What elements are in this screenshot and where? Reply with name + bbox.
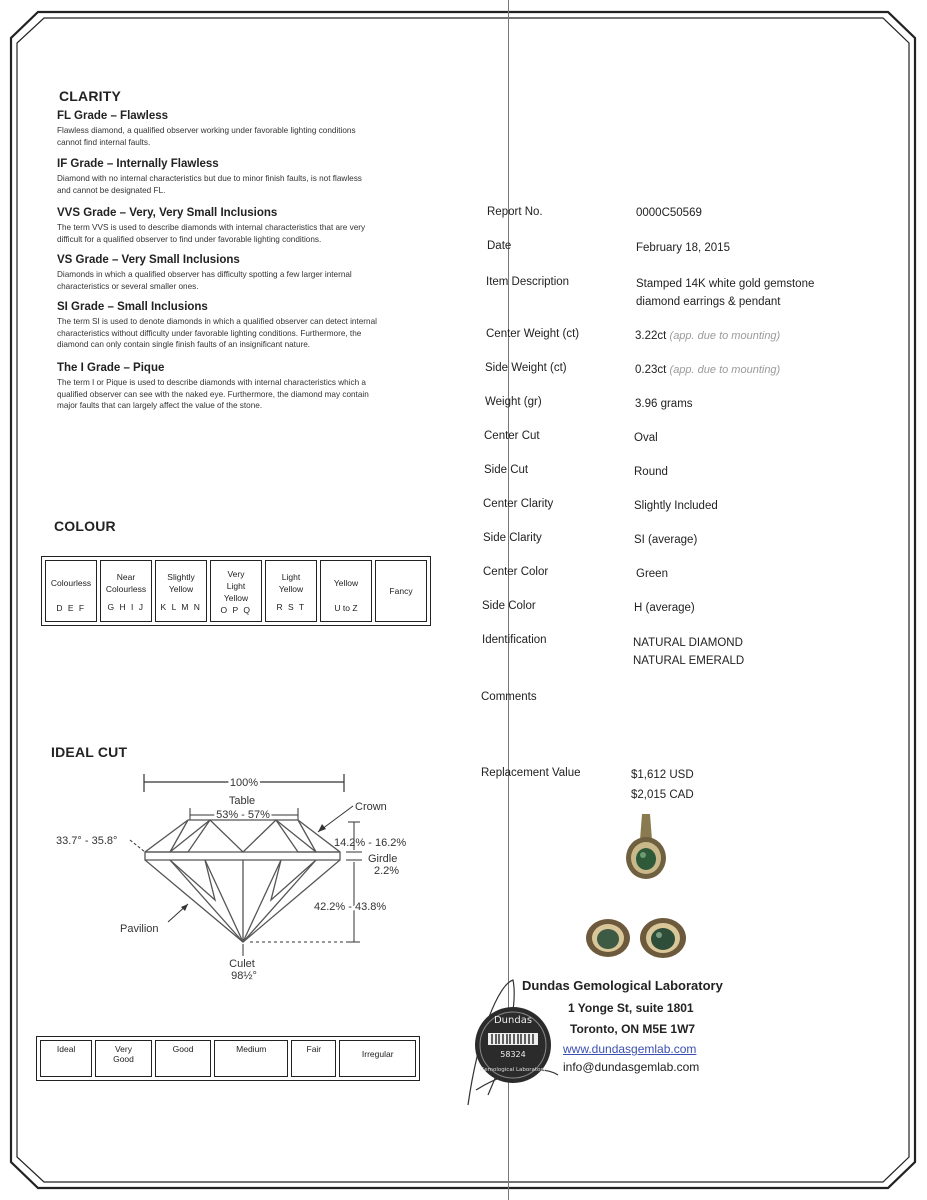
colour-cell-slightly-yellow xyxy=(155,560,207,622)
colour-name: Light xyxy=(226,580,246,591)
label-center-color: Center Color xyxy=(483,566,549,578)
colour-name: Yellow xyxy=(278,583,304,594)
colour-name: Colourless xyxy=(105,583,147,594)
label-identification: Identification xyxy=(482,634,547,646)
lab-name: Dundas Gemological Laboratory xyxy=(522,978,723,993)
lab-address-line1: 1 Yonge St, suite 1801 xyxy=(568,1001,694,1015)
grade-title: The I Grade – Pique xyxy=(57,362,165,374)
colour-cell-colourless xyxy=(45,560,97,622)
label-center-cut: Center Cut xyxy=(484,430,540,442)
lab-seal xyxy=(458,975,568,1115)
value-center-color: Green xyxy=(636,568,668,580)
colour-name: Fancy xyxy=(389,586,413,596)
colour-title: COLOUR xyxy=(54,518,116,534)
pavilion-label: Pavilion xyxy=(120,923,159,935)
colour-scale-table xyxy=(41,556,431,626)
ideal-cut-title: IDEAL CUT xyxy=(51,744,128,760)
product-photos xyxy=(560,810,720,980)
colour-name: Very xyxy=(227,568,245,579)
grade-line: major faults that can largely affect the value of the stone. xyxy=(57,401,263,410)
cut-grade-table xyxy=(36,1036,420,1081)
label-replacement-value: Replacement Value xyxy=(481,767,581,779)
grade-line: difficult for a qualified observer to find under favorable lighting conditions. xyxy=(57,234,322,244)
diamond-diagram xyxy=(0,760,430,990)
value-replacement-cad: $2,015 CAD xyxy=(631,789,694,801)
grade-title: SI Grade – Small Inclusions xyxy=(57,301,208,313)
value-center-weight xyxy=(635,330,780,342)
grade-title: FL Grade – Flawless xyxy=(57,110,169,122)
cut-grade-medium xyxy=(214,1040,288,1077)
grade-line: Diamonds in which a qualified observer has difficulty spotting a few larger internal xyxy=(57,270,352,279)
earrings-image xyxy=(586,918,686,958)
colour-cell-yellow xyxy=(320,560,372,622)
cut-grade-very-good xyxy=(95,1040,152,1077)
value-note: (app. due to mounting) xyxy=(669,364,781,376)
colour-cell-fancy xyxy=(375,560,427,622)
pavilion-depth: 42.2% - 43.8% xyxy=(314,901,387,913)
value-center-cut: Oval xyxy=(634,432,658,444)
cut-grade-label: Very xyxy=(114,1044,132,1054)
colour-name: Yellow xyxy=(223,592,249,603)
label-side-color: Side Color xyxy=(482,600,536,612)
label-center-weight: Center Weight (ct) xyxy=(486,328,580,340)
grade-vs xyxy=(57,254,422,292)
label-side-weight: Side Weight (ct) xyxy=(485,362,567,374)
value-identification-2: NATURAL EMERALD xyxy=(633,655,745,667)
girdle-label: Girdle xyxy=(368,853,398,865)
lab-website-link[interactable]: www.dundasgemlab.com xyxy=(563,1042,697,1056)
culet-label: Culet xyxy=(229,958,255,970)
grade-line: The term VVS is used to describe diamonds with internal characteristics that are very xyxy=(57,223,366,232)
value-center-clarity: Slightly Included xyxy=(634,500,718,512)
value-weight-gr: 3.96 grams xyxy=(635,398,693,410)
value-identification-1: NATURAL DIAMOND xyxy=(633,637,743,649)
grade-title: IF Grade – Internally Flawless xyxy=(57,158,219,170)
table-label: Table xyxy=(228,795,256,807)
grade-i xyxy=(57,362,422,412)
label-center-clarity: Center Clarity xyxy=(483,498,554,510)
colour-grades: O P Q xyxy=(220,604,252,615)
value-item-description-1: Stamped 14K white gold gemstone xyxy=(636,278,815,290)
grade-line: diamond can only contain single finish faults of an insignificant nature. xyxy=(57,340,311,349)
grade-line: characteristics or several smaller ones. xyxy=(57,281,199,291)
value-text: 3.22ct xyxy=(635,330,667,342)
colour-grades: K L M N xyxy=(160,601,202,612)
culet-angle: 98½° xyxy=(231,970,257,982)
grade-line: Diamond with no internal characteristics but due to minor finish faults, is not flawless xyxy=(57,174,362,183)
pendant-image xyxy=(626,814,666,879)
label-side-cut: Side Cut xyxy=(484,464,529,476)
grade-line: The term SI is used to denote diamonds in which a qualified observer can detect internal xyxy=(57,317,377,326)
value-report-no: 0000C50569 xyxy=(636,207,702,219)
grade-title: VS Grade – Very Small Inclusions xyxy=(57,254,240,266)
cut-grade-label: Fair xyxy=(306,1044,322,1054)
clarity-title: CLARITY xyxy=(59,88,122,104)
seal-bottom-text: Gemological Laboratory xyxy=(480,1067,546,1073)
seal-number: 58324 xyxy=(500,1050,526,1059)
grade-description xyxy=(57,377,422,412)
grade-si xyxy=(57,301,437,351)
colour-cell-very-light-yellow xyxy=(210,560,262,622)
width-label: 100% xyxy=(229,777,259,789)
colour-name: Colourless xyxy=(50,578,92,588)
colour-grades: U to Z xyxy=(334,603,358,613)
value-side-clarity: SI (average) xyxy=(634,534,698,546)
colour-grades: D E F xyxy=(56,603,86,613)
grade-fl xyxy=(57,110,422,148)
grade-description xyxy=(57,173,422,196)
cut-grade-label: Good xyxy=(113,1054,134,1064)
lab-address-line2: Toronto, ON M5E 1W7 xyxy=(570,1022,696,1036)
seal-top-text: Dundas xyxy=(493,1015,533,1026)
crown-label: Crown xyxy=(355,801,387,813)
grade-line: Flawless diamond, a qualified observer working under favorable lighting conditions xyxy=(57,126,356,135)
grade-if xyxy=(57,158,422,196)
label-weight-gr: Weight (gr) xyxy=(485,396,542,408)
grade-vvs xyxy=(57,207,422,245)
crown-angle: 33.7° - 35.8° xyxy=(56,835,118,847)
cut-grade-fair xyxy=(291,1040,336,1077)
label-date: Date xyxy=(487,240,512,252)
colour-name: Yellow xyxy=(333,578,359,588)
crown-height: 14.2% - 16.2% xyxy=(334,837,407,849)
value-item-description-2: diamond earrings & pendant xyxy=(636,296,781,308)
value-side-weight xyxy=(635,364,780,376)
grade-description xyxy=(57,316,437,351)
label-item-description: Item Description xyxy=(486,276,570,288)
grade-line: cannot find internal faults. xyxy=(57,137,151,147)
value-side-color: H (average) xyxy=(634,602,695,614)
grade-line: characteristics without difficulty under favorable lighting conditions. Furthermore, the xyxy=(57,328,362,338)
grade-line: The term I or Pique is used to describe diamonds with internal characteristics which a xyxy=(57,378,366,387)
cut-grade-label: Medium xyxy=(236,1044,267,1054)
value-side-cut: Round xyxy=(634,466,668,478)
grade-description xyxy=(57,125,422,148)
colour-name: Near xyxy=(116,571,136,582)
cut-grade-good xyxy=(155,1040,212,1077)
value-note: (app. due to mounting) xyxy=(669,330,781,342)
colour-grades: G H I J xyxy=(107,601,145,612)
lab-email[interactable]: info@dundasgemlab.com xyxy=(563,1060,700,1074)
colour-grades: R S T xyxy=(276,601,306,612)
colour-name: Yellow xyxy=(168,583,194,594)
grade-line: qualified observer can see with the naked eye. Furthermore, the diamond may contain xyxy=(57,389,369,399)
cut-grade-label: Irregular xyxy=(361,1049,394,1059)
grade-title: VVS Grade – Very, Very Small Inclusions xyxy=(57,207,278,219)
value-text: 0.23ct xyxy=(635,364,667,376)
grade-description xyxy=(57,222,422,245)
table-percent: 53% - 57% xyxy=(216,809,270,821)
girdle-percent: 2.2% xyxy=(374,865,400,877)
cut-grade-ideal xyxy=(40,1040,92,1077)
colour-cell-near-colourless xyxy=(100,560,152,622)
label-side-clarity: Side Clarity xyxy=(483,532,542,544)
grade-line: and cannot be designated FL. xyxy=(57,185,166,195)
colour-name: Light xyxy=(281,571,301,582)
cut-grade-irregular xyxy=(339,1040,416,1077)
grade-description xyxy=(57,269,422,292)
cut-grade-label: Good xyxy=(172,1044,194,1054)
colour-cell-light-yellow xyxy=(265,560,317,622)
cut-grade-label: Ideal xyxy=(56,1044,76,1054)
value-replacement-usd: $1,612 USD xyxy=(631,769,694,781)
label-comments: Comments xyxy=(481,691,537,703)
colour-name: Slightly xyxy=(167,571,195,582)
label-report-no: Report No. xyxy=(487,206,543,218)
value-date: February 18, 2015 xyxy=(636,242,730,254)
